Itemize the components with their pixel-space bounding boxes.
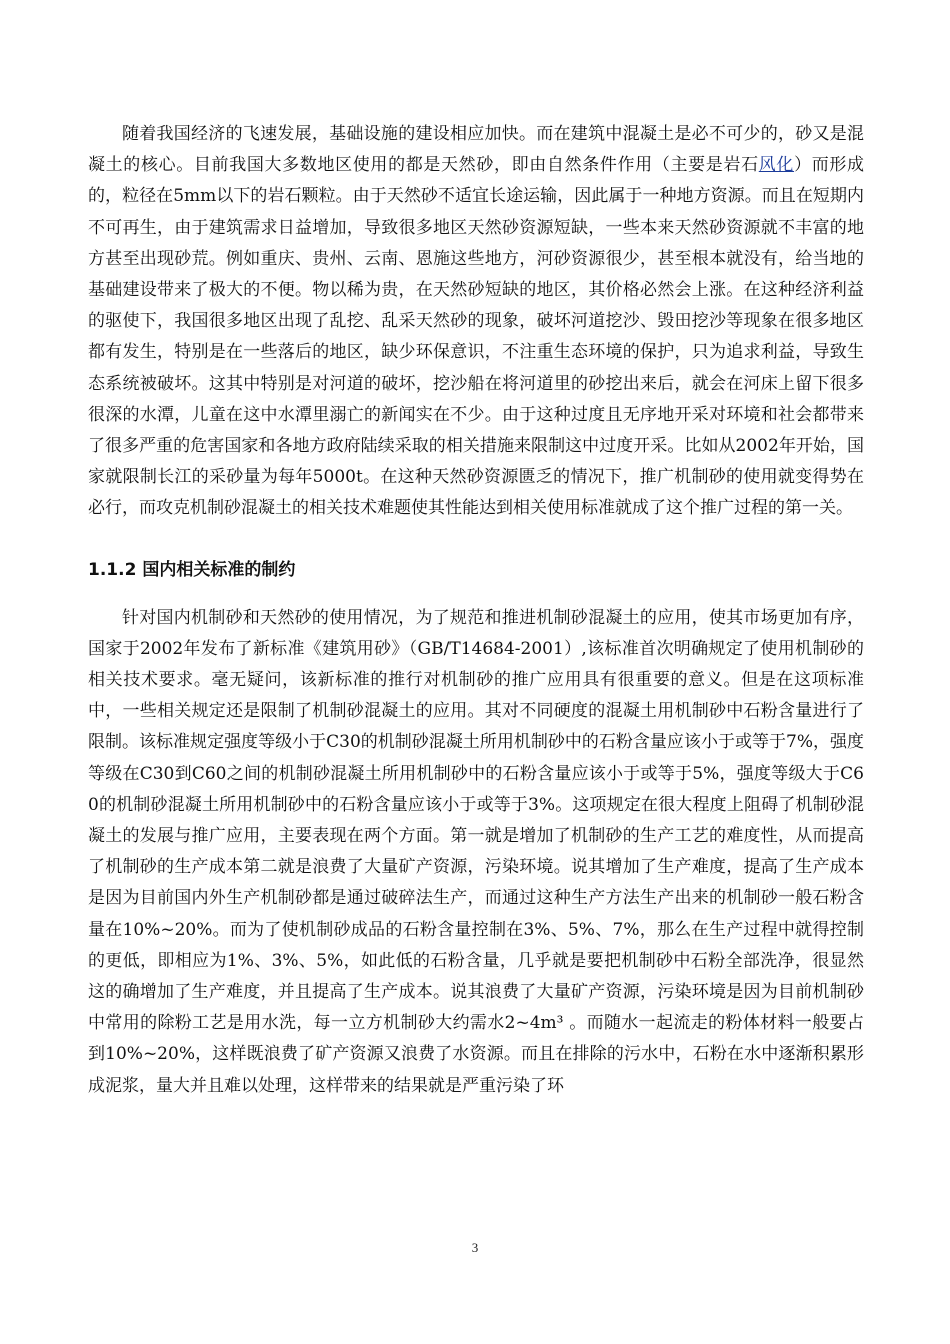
weathering-link[interactable]: 风化 [758, 155, 795, 176]
section-heading: 1.1.2 国内相关标准的制约 [88, 559, 296, 580]
paragraph-text: ）而形成的，粒径在5mm以下的岩石颗粒。由于天然砂不适宜长途运输，因此属于一种地方资源。而且在短期内不可再生，由于建筑需求日益增加，导致很多地区天然砂资源短缺，一些本来天然砂资源就不丰富的地方甚至出现砂荒。例如重庆、贵州、云南、恩施这些地方，河砂资源很少，甚至根本就没有，给当地的基础建设带来了极大的不便。物以稀为贵，在天然砂短缺的地区，其价格必然会上涨。在这种经济利益的驱使下，我国很多地区出现了乱挖、乱采天然砂的现象，破坏河道挖沙、毁田挖沙等现象在很多地区都有发生，特别是在一些落后的地区，缺少环保意识，不注重生态环境的保护，只为追求利益，导致生态系统被破坏。这其中特别是对河道的破坏，挖沙船在将河道里的砂挖出来后，就会在河床上留下很多很深的水潭，儿童在这中水潭里溺亡的新闻实在不少。由于这种过度且无序地开采对环境和社会都带来了很多严重的危害国家和各地方政府陆续采取的相关措施来限制这中过度开采。比如从2002年开始，国家就限制长江的采砂量为每年5000t。在这种天然砂资源匮乏的情况下，推广机制砂的使用就变得势在必行，而攻克机制砂混凝土的相关技术难题使其性能达到相关使用标准就成了这个推广过程的第一关。 [88, 155, 865, 519]
page-body [88, 119, 864, 1102]
paragraph-sand-resources [88, 119, 864, 525]
paragraph-standards: 针对国内机制砂和天然砂的使用情况，为了规范和推进机制砂混凝土的应用，使其市场更加有序，国家于2002年发布了新标准《建筑用砂》（GB/T14684-2001）,该标准首次明确规定了使用机制砂的相关技术要求。毫无疑问，该新标准的推行对机制砂的推广应用具有很重要的意义。但是在这项标准中，一些相关规定还是限制了机制砂混凝土的应用。其对不同硬度的混凝土用机制砂中石粉含量进行了限制。该标准规定强度等级小于C30的机制砂混凝土所用机制砂中的石粉含量应该小于或等于7%，强度等级在C30到C60之间的机制砂混凝土所用机制砂中的石粉含量应该小于或等于5%，强度等级大于C60的机制砂混凝土所用机制砂中的石粉含量应该小于或等于3%。这项规定在很大程度上阻碍了机制砂混凝土的发展与推广应用，主要表现在两个方面。第一就是增加了机制砂的生产工艺的难度性，从而提高了机制砂的生产成本第二就是浪费了大量矿产资源，污染环境。说其增加了生产难度，提高了生产成本是因为目前国内外生产机制砂都是通过破碎法生产，而通过这种生产方法生产出来的机制砂一般石粉含量在10%~20%。而为了使机制砂成品的石粉含量控制在3%、5%、7%，那么在生产过程中就得控制的更低，即相应为1%、3%、5%，如此低的石粉含量，几乎就是要把机制砂中石粉全部洗净，很显然这的确增加了生产难度，并且提高了生产成本。说其浪费了大量矿产资源，污染环境是因为目前机制砂中常用的除粉工艺是用水洗，每一立方机制砂大约需水2~4m³ 。而随水一起流走的粉体材料一般要占到10%~20%，这样既浪费了矿产资源又浪费了水资源。而且在排除的污水中，石粉在水中逐渐积累形成泥浆，量大并且难以处理，这样带来的结果就是严重污染了环 [88, 607, 864, 1096]
page-number: 3 [471, 1240, 479, 1255]
paragraph-text: 随着我国经济的飞速发展，基础设施的建设相应加快。而在建筑中混凝土是必不可少的，砂又是混凝土的核心。目前我国大多数地区使用的都是天然砂，即由自然条件作用（主要是岩石 [88, 124, 864, 176]
